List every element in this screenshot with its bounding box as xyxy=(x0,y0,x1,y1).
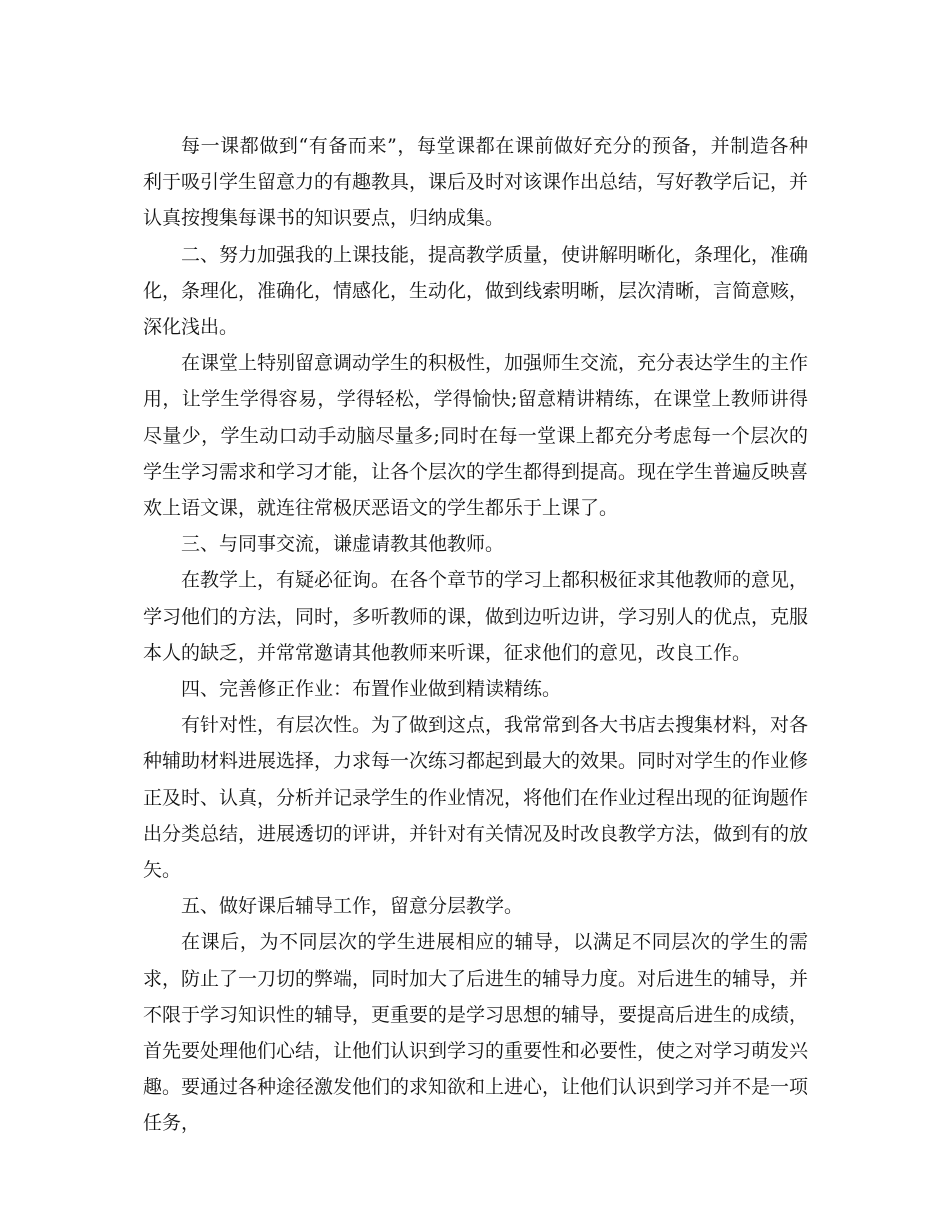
section-heading: 五、做好课后辅导工作，留意分层教学。 xyxy=(181,895,524,918)
paragraph: 在课后，为不同层次的学生进展相应的辅导，以满足不同层次的学生的需求，防止了一刀切的弊端，同时加大了后进生的辅导力度。对后进生的辅导，并不限于学习知识性的辅导，更重要的是学习思想的辅导，要提高后进生的成绩，首先要处理他们心结，让他们认识到学习的重要性和必要性，使之对学习萌发兴趣。要通过各种途径激发他们的求知欲和上进心，让他们认识到学习并不是一项任务， xyxy=(143,931,809,1135)
paragraph: 有针对性，有层次性。为了做到这点，我常常到各大书店去搜集材料，对各种辅助材料进展选择，力求每一次练习都起到最大的效果。同时对学生的作业修正及时、认真，分析并记录学生的作业情况，将他们在作业过程出现的征询题作出分类总结，进展透切的评讲，并针对有关情况及时改良教学方法，做到有的放矢。 xyxy=(143,714,809,882)
section-heading: 四、完善修正作业：布置作业做到精读精练。 xyxy=(181,678,562,701)
paragraph: 在课堂上特别留意调动学生的积极性，加强师生交流，充分表达学生的主作用，让学生学得容易，学得轻松，学得愉快;留意精讲精练，在课堂上教师讲得尽量少，学生动口动手动脑尽量多;同时在每一堂课上都充分考虑每一个层次的学生学习需求和学习才能，让各个层次的学生都得到提高。现在学生普遍反映喜欢上语文课，就连往常极厌恶语文的学生都乐于上课了。 xyxy=(143,352,809,520)
section-heading: 二、努力加强我的上课技能，提高教学质量，使讲解明晰化，条理化，准确化，条理化，准确化，情感化，生动化，做到线索明晰，层次清晰，言简意赅，深化浅出。 xyxy=(143,243,809,339)
paragraph: 在教学上，有疑必征询。在各个章节的学习上都积极征求其他教师的意见，学习他们的方法，同时，多听教师的课，做到边听边讲，学习别人的优点，克服本人的缺乏，并常常邀请其他教师来听课，征求他们的意见，改良工作。 xyxy=(143,569,809,664)
section-heading: 三、与同事交流，谦虚请教其他教师。 xyxy=(181,533,505,556)
document-body xyxy=(143,128,808,1142)
paragraph: 每一课都做到“有备而来”，每堂课都在课前做好充分的预备，并制造各种利于吸引学生留意力的有趣教具，课后及时对该课作出总结，写好教学后记，并认真按搜集每课书的知识要点，归纳成集。 xyxy=(143,135,809,230)
